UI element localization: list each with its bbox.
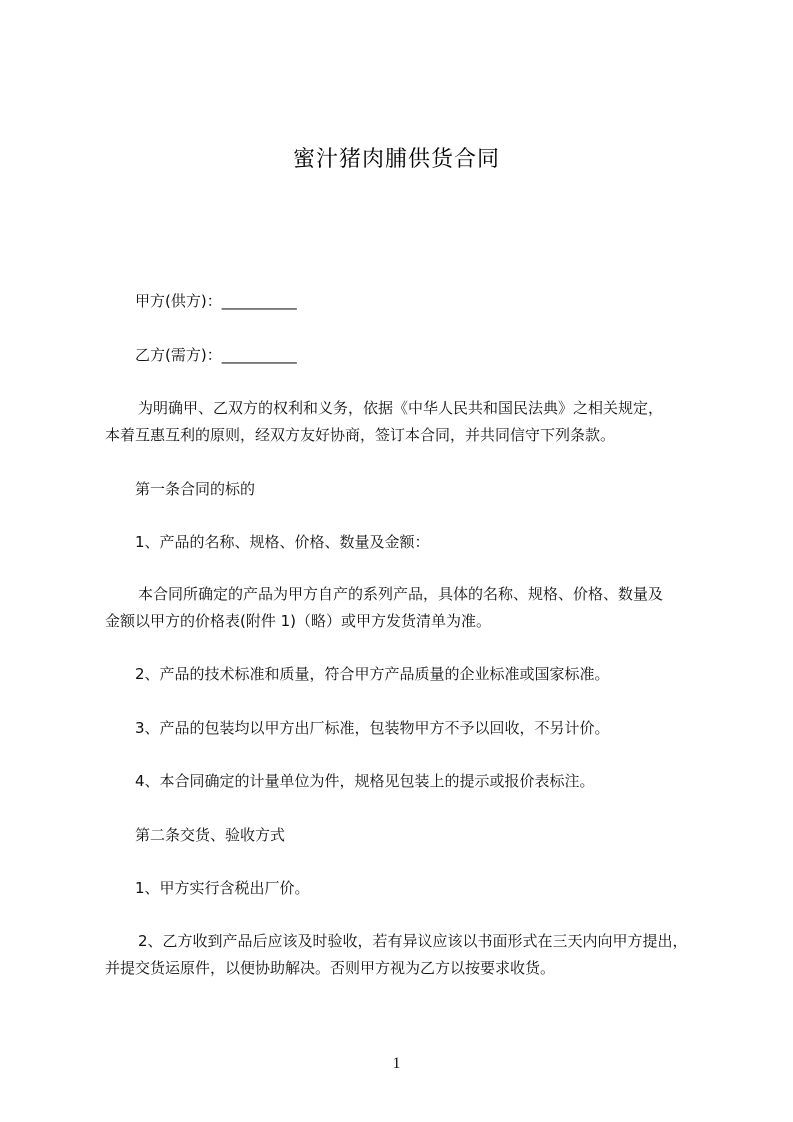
article-2-heading: 第二条交货、验收方式 <box>135 826 286 844</box>
item-1-1: 1、产品的名称、规格、价格、数量及金额： <box>135 533 430 551</box>
party-a-line: 甲方(供方)：__________ <box>135 292 297 310</box>
intro-line-2: 本着互惠互利的原则，经双方友好协商，签订本合同，并共同信守下列条款。 <box>105 426 616 444</box>
intro-line-1: 为明确甲、乙双方的权利和义务，依据《中华人民共和国民法典》之相关规定， <box>138 399 664 417</box>
item-1-1-detail-line-2: 金额以甲方的价格表(附件 1)（略）或甲方发货清单为准。 <box>105 612 492 630</box>
article-1-heading: 第一条合同的标的 <box>135 480 256 498</box>
item-1-4: 4、本合同确定的计量单位为件，规格见包装上的提示或报价表标注。 <box>135 772 595 790</box>
page-number: 1 <box>392 1055 401 1072</box>
item-1-3: 3、产品的包装均以甲方出厂标准，包装物甲方不予以回收，不另计价。 <box>135 719 610 737</box>
item-2-2-line-1: 2、乙方收到产品后应该及时验收，若有异议应该以书面形式在三天内向甲方提出， <box>138 932 688 950</box>
item-2-2-line-2: 并提交货运原件，以便协助解决。否则甲方视为乙方以按要求收货。 <box>105 959 556 977</box>
item-2-1: 1、甲方实行含税出厂价。 <box>135 879 310 897</box>
party-b-line: 乙方(需方)：__________ <box>135 346 297 364</box>
item-1-1-detail-line-1: 本合同所确定的产品为甲方自产的系列产品，具体的名称、规格、价格、数量及 <box>138 585 664 603</box>
document-title: 蜜汁猪肉脯供货合同 <box>292 147 500 172</box>
item-1-2: 2、产品的技术标准和质量，符合甲方产品质量的企业标准或国家标准。 <box>135 665 610 683</box>
